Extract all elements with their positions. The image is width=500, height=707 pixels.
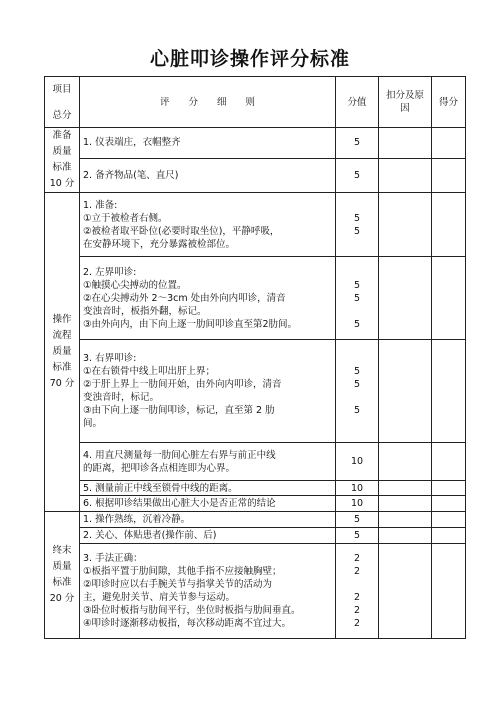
criteria-line: 1. 操作熟练，沉着冷静。 [83, 514, 191, 525]
criteria-line: 1. 准备: [83, 199, 118, 211]
criteria-line: 变浊音时，标记。 [83, 392, 160, 403]
criteria-line: 5. 测量前正中线至锁骨中线的距离。 [83, 482, 238, 494]
criteria-line: ①在右锁骨中线上叩出肝上界； [83, 366, 216, 377]
table-row [45, 496, 466, 512]
got-cell[interactable] [432, 128, 466, 159]
table-row [45, 128, 466, 159]
deduct-cell[interactable] [379, 496, 432, 512]
criteria-cell [80, 443, 336, 481]
criteria-line: 变浊音时，板指外翻，标记。 [83, 305, 207, 317]
score-cell [336, 512, 379, 528]
criteria-line: 在安静环境下，充分暴露被检部位。 [83, 238, 236, 250]
category-line: 10 分 [49, 178, 75, 189]
criteria-line: 间。 [83, 418, 103, 429]
deduct-cell[interactable] [379, 193, 432, 257]
criteria-line: ②叩诊时应以右手腕关节与指掌关节的活动为 [83, 579, 273, 590]
table-row [45, 544, 466, 639]
score-value: 5 [353, 366, 361, 377]
criteria-cell [80, 496, 336, 512]
header-item-line: 总分 [52, 109, 72, 121]
score-value: 2 [353, 566, 361, 577]
score-value [339, 266, 375, 279]
deduct-cell[interactable] [379, 528, 432, 544]
deduct-cell[interactable] [379, 128, 432, 159]
category-line: 质量 [52, 346, 72, 357]
score-value: 5 [353, 169, 361, 181]
score-value [339, 578, 375, 591]
header-item-line: 项目 [52, 83, 72, 95]
deduct-cell[interactable] [379, 481, 432, 496]
score-cell [336, 257, 379, 340]
deduct-cell[interactable] [379, 512, 432, 528]
got-cell[interactable] [432, 158, 466, 192]
table-row [45, 528, 466, 544]
criteria-line: 2. 备齐物品(笔、直尺) [83, 169, 179, 181]
score-value [339, 352, 375, 365]
got-cell[interactable] [432, 496, 466, 512]
deduct-cell[interactable] [379, 158, 432, 192]
score-value: 5 [353, 279, 361, 291]
deduct-cell[interactable] [379, 340, 432, 443]
score-cell [336, 481, 379, 496]
criteria-cell [80, 528, 336, 544]
criteria-line: 3. 手法正确： [83, 553, 143, 564]
category-line: 操作 [52, 314, 72, 325]
score-value [339, 417, 375, 430]
got-cell[interactable] [432, 340, 466, 443]
criteria-line: ①板指平置于肋间隙，其他手指不应接触胸壁； [83, 566, 282, 577]
criteria-line: ①立于被检者右侧。 [83, 212, 168, 224]
table-row [45, 443, 466, 481]
deduct-cell[interactable] [379, 257, 432, 340]
score-cell [336, 544, 379, 639]
criteria-line: ③由外向内，由下向上逐一肋间叩诊直至第2肋间。 [83, 318, 298, 330]
score-value: 5 [353, 405, 361, 416]
got-cell[interactable] [432, 443, 466, 481]
header-item [45, 77, 80, 128]
criteria-cell [80, 340, 336, 443]
category-line: 标准 [52, 577, 72, 588]
score-value: 10 [350, 498, 364, 509]
deduct-cell[interactable] [379, 443, 432, 481]
category-line: 流程 [52, 330, 72, 341]
criteria-line: 4. 用直尺测量每一肋间心脏左右界与前正中线 [83, 449, 276, 461]
criteria-line: ③由下向上逐一肋间叩诊，标记，直至第 2 肋 [83, 405, 275, 416]
criteria-cell [80, 193, 336, 257]
score-value: 2 [353, 553, 361, 564]
category-line: 标准 [52, 162, 72, 173]
got-cell[interactable] [432, 528, 466, 544]
got-cell[interactable] [432, 512, 466, 528]
score-value: 2 [353, 605, 361, 616]
criteria-line: 1. 仪表端庄，衣帽整齐 [83, 137, 181, 149]
category-cell [45, 193, 80, 512]
score-value: 5 [353, 225, 361, 237]
got-cell[interactable] [432, 193, 466, 257]
criteria-line: 2. 关心、体贴患者(操作前、后) [83, 530, 217, 541]
category-cell [45, 512, 80, 639]
table-row [45, 193, 466, 257]
scoring-table [44, 76, 466, 639]
header-score: 分值 [336, 77, 379, 128]
score-value: 10 [350, 456, 364, 467]
table-row [45, 512, 466, 528]
score-cell [336, 340, 379, 443]
table-row [45, 340, 466, 443]
category-line: 质量 [52, 561, 72, 572]
criteria-line: 3. 右界叩诊: [83, 353, 137, 364]
criteria-cell [80, 481, 336, 496]
category-line: 质量 [52, 146, 72, 157]
header-got: 得分 [432, 77, 466, 128]
score-value: 5 [353, 514, 361, 525]
page-title: 心脏叩诊操作评分标准 [149, 48, 350, 70]
got-cell[interactable] [432, 257, 466, 340]
score-value: 2 [353, 618, 361, 629]
score-cell [336, 496, 379, 512]
score-value: 5 [353, 292, 361, 304]
got-cell[interactable] [432, 481, 466, 496]
score-cell [336, 528, 379, 544]
criteria-cell [80, 128, 336, 159]
criteria-line: ③卧位时板指与肋间平行，坐位时板指与肋间垂直。 [83, 605, 301, 616]
criteria-line: ②被检者取平卧位(必要时取坐位)，平静呼吸， [83, 225, 280, 237]
criteria-cell [80, 257, 336, 340]
header-criteria: 评 分 细 则 [80, 77, 336, 128]
criteria-line: ①触摸心尖搏动的位置。 [83, 279, 187, 291]
score-value: 5 [353, 379, 361, 390]
category-line: 70 分 [49, 378, 75, 389]
criteria-line: 6. 根据叩诊结果做出心脏大小是否正常的结论 [83, 498, 276, 509]
score-value [339, 238, 375, 251]
header-deduct: 扣分及原因 [379, 77, 432, 128]
score-value [339, 199, 375, 212]
category-line: 20 分 [49, 593, 75, 604]
got-cell[interactable] [432, 544, 466, 639]
score-value: 5 [353, 137, 361, 149]
deduct-cell[interactable] [379, 544, 432, 639]
criteria-cell [80, 544, 336, 639]
score-value: 2 [353, 592, 361, 603]
category-line: 标准 [52, 362, 72, 373]
score-value: 5 [353, 530, 361, 541]
score-value [339, 305, 375, 318]
category-line: 终末 [52, 545, 72, 556]
score-value [339, 391, 375, 404]
score-cell [336, 443, 379, 481]
score-cell [336, 128, 379, 159]
table-row [45, 158, 466, 192]
criteria-line: 2. 左界叩诊: [83, 266, 137, 278]
score-cell [336, 193, 379, 257]
criteria-line: ④叩诊时逐渐移动板指，每次移动距离不宜过大。 [83, 618, 292, 629]
score-value: 5 [353, 318, 361, 330]
table-row [45, 257, 466, 340]
score-value: 10 [350, 482, 364, 494]
score-value: 5 [353, 212, 361, 224]
category-line: 准备 [52, 130, 72, 141]
criteria-line: ②在心尖搏动外 2～3cm 处由外向内叩诊，清音 [83, 292, 286, 304]
header-row [45, 77, 466, 128]
criteria-line: 的距离，把叩诊各点相连即为心界。 [83, 462, 236, 474]
category-cell [45, 128, 80, 193]
criteria-cell [80, 158, 336, 192]
criteria-line: ②于肝上界上一肋间开始，由外向内叩诊，清音 [83, 379, 282, 390]
score-cell [336, 158, 379, 192]
table-row [45, 481, 466, 496]
criteria-cell [80, 512, 336, 528]
criteria-line: 主，避免肘关节、肩关节参与运动。 [83, 592, 236, 603]
